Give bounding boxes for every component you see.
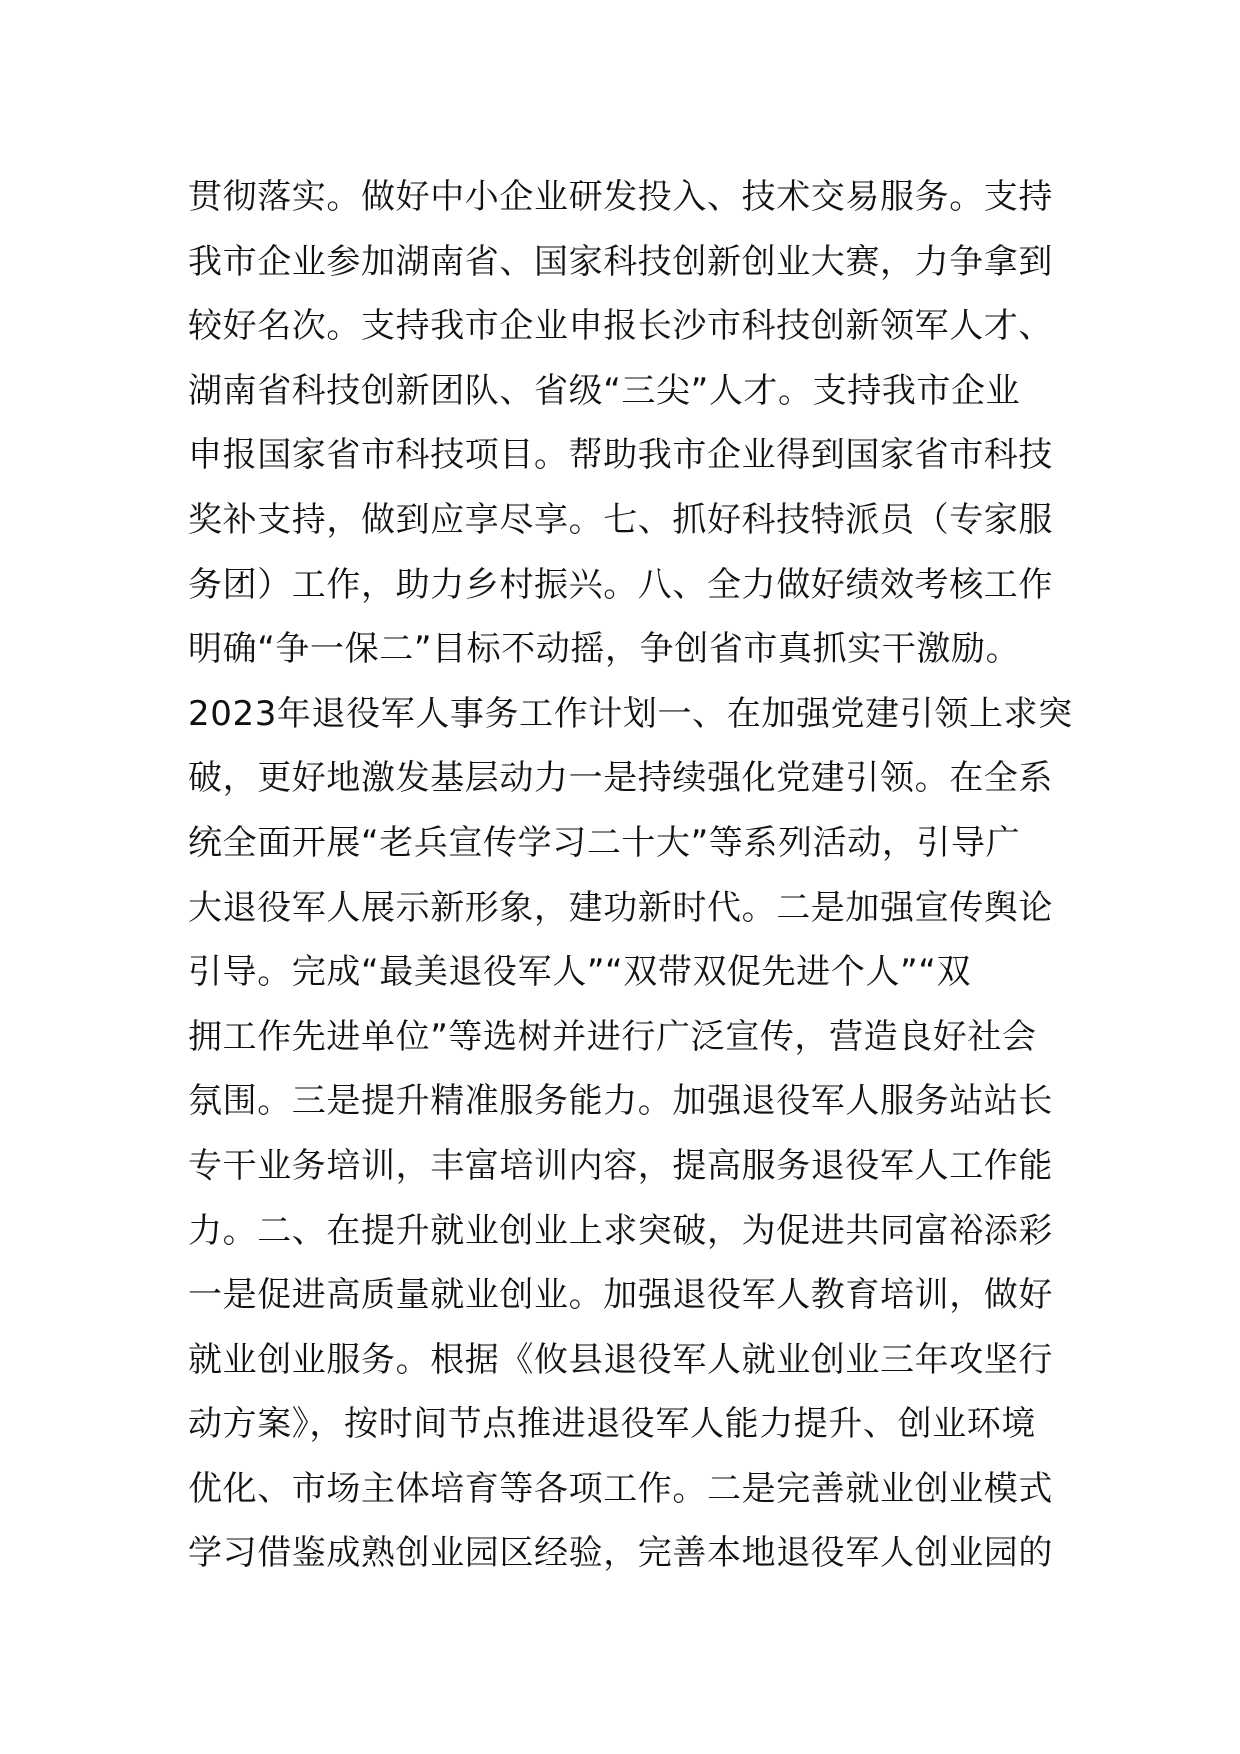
text-line: 大退役军人展示新形象，建功新时代。二是加强宣传舆论 [188,887,1053,928]
text-line: 务团）工作，助力乡村振兴。八、全力做好绩效考核工作 [188,564,1053,605]
text-line: 湖南省科技创新团队、省级“三尖”人才。支持我市企业 [188,370,1021,411]
text-line: 拥工作先进单位”等选树并进行广泛宣传，营造良好社会 [188,1016,1037,1057]
text-line: 破，更好地激发基层动力一是持续强化党建引领。在全系 [188,758,1053,799]
text-line: 学习借鉴成熟创业园区经验，完善本地退役军人创业园的 [188,1533,1053,1574]
text-line: 我市企业参加湖南省、国家科技创新创业大赛，力争拿到 [188,241,1053,282]
text-line: 动方案》，按时间节点推进退役军人能力提升、创业环境 [188,1404,1036,1445]
text-line: 申报国家省市科技项目。帮助我市企业得到国家省市科技 [188,435,1053,476]
text-line: 贯彻落实。做好中小企业研发投入、技术交易服务。支持 [188,177,1053,217]
text-line: 优化、市场主体培育等各项工作。二是完善就业创业模式 [188,1468,1053,1509]
text-line: 力。二、在提升就业创业上求突破，为促进共同富裕添彩 [188,1210,1053,1251]
text-line: 奖补支持，做到应享尽享。七、抓好科技特派员（专家服 [188,499,1053,540]
text-line: 较好名次。支持我市企业申报长沙市科技创新领军人才、 [188,306,1053,347]
text-line: 2023年退役军人事务工作计划一、在加强党建引领上求突 [188,693,1073,734]
text-line: 一是促进高质量就业创业。加强退役军人教育培训，做好 [188,1275,1053,1316]
text-line: 氛围。三是提升精准服务能力。加强退役军人服务站站长 [188,1081,1053,1122]
text-line: 引导。完成“最美退役军人”“双带双促先进个人”“双 [188,952,972,993]
text-line: 就业创业服务。根据《攸县退役军人就业创业三年攻坚行 [188,1339,1053,1380]
body-text [188,165,1088,1586]
text-line: 统全面开展“老兵宣传学习二十大”等系列活动，引导广 [188,822,1021,863]
text-line: 明确“争一保二”目标不动摇，争创省市真抓实干激励。 [188,629,1021,670]
text-line: 专干业务培训，丰富培训内容，提高服务退役军人工作能 [188,1145,1053,1186]
